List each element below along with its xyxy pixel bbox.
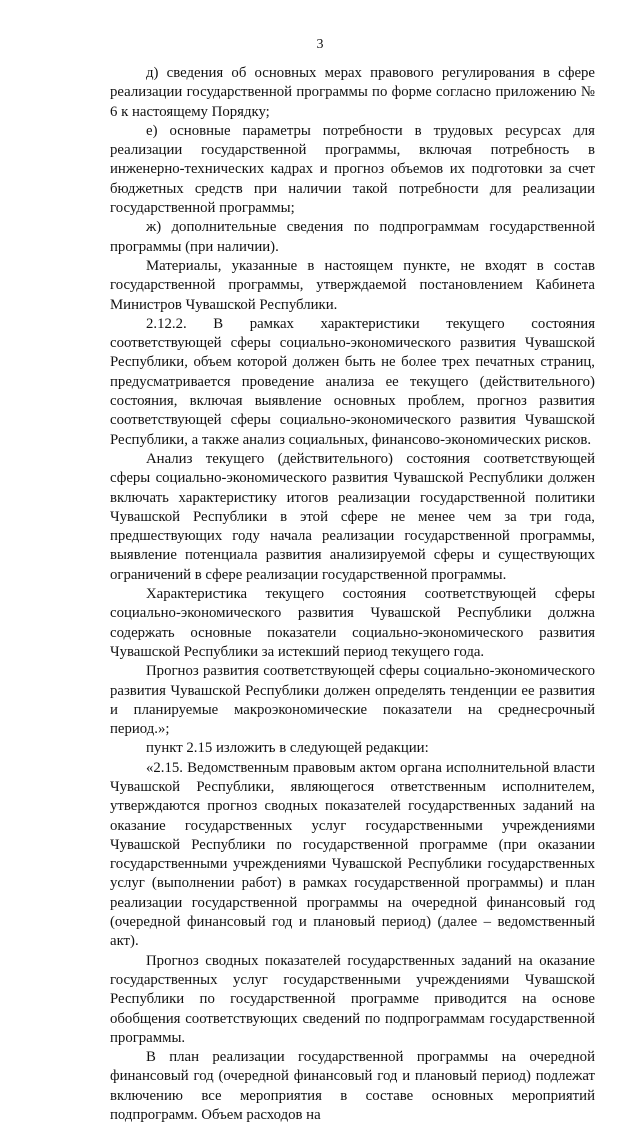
paragraph-implementation-plan: В план реализации государственной программы на очередной финансовый год (очередной финансовый год и плановый период) подлежат включению все мероприятия в составе основных мероприятий подпрограмм. Объем расходов на — [110, 1049, 595, 1124]
paragraph-analysis: Анализ текущего (действительного) состояния соответствующей сферы социально-экономического развития Чувашской Республики должен включать характеристику итогов реализации государственной политики Чувашской Республики в этой сфере не менее чем за три года, предшествующих году начала реализации государственной программы, выявление потенциала развития анализируемой сферы и существующих ограничений в сфере реализации государственной программы. — [110, 450, 595, 583]
paragraph-forecast: Прогноз развития соответствующей сферы социально-экономического развития Чувашской Республики должен определять тенденции ее развития и планируемые макроэкономические показатели на среднесрочный период.»; — [110, 663, 595, 738]
paragraph-e-labor-resources: е) основные параметры потребности в трудовых ресурсах для реализации государственной программы, включая потребность в инженерно-технических кадрах и прогноз объемов их подготовки за счет бюджетных средств при наличии такой потребности для реализации государственной программы; — [110, 122, 595, 217]
page-number: 3 — [316, 37, 324, 52]
paragraph-zh-subprograms: ж) дополнительные сведения по подпрограммам государственной программы (при наличии). — [110, 219, 595, 255]
paragraph-summary-indicators: Прогноз сводных показателей государственных заданий на оказание государственных услуг государственными учреждениями Чувашской Республики по государственной программе приводится на основе обобщения соответствующих сведений по подпрограммам государственной программы. — [110, 952, 595, 1046]
paragraph-d-legal-regulation: д) сведения об основных мерах правового регулирования в сфере реализации государственной программы по форме согласно приложению № 6 к настоящему Порядку; — [110, 65, 595, 120]
document-body — [110, 64, 595, 1125]
paragraph-point-2-15-intro: пункт 2.15 изложить в следующей редакции: — [146, 740, 429, 757]
paragraph-materials-note: Материалы, указанные в настоящем пункте, не входят в состав государственной программы, утверждаемой постановлением Кабинета Министров Чувашской Республики. — [110, 257, 595, 313]
paragraph-characteristic: Характеристика текущего состояния соответствующей сферы социально-экономического развития Чувашской Республики должна содержать основные показатели социально-экономического развития Чувашской Республики за истекший период текущего года. — [110, 586, 595, 660]
paragraph-2-12-2: 2.12.2. В рамках характеристики текущего состояния соответствующей сферы социально-экономического развития Чувашской Республики, объем которой должен быть не более трех печатных страниц, предусматривается проведение анализа ее текущего (действительного) состояния, включая выявление основных проблем, прогноз развития соответствующей сферы социально-экономического развития Чувашской Республики, а также анализ социальных, финансово-экономических рисков. — [110, 315, 595, 448]
paragraph-2-15: «2.15. Ведомственным правовым актом органа исполнительной власти Чувашской Республики, являющегося ответственным исполнителем, утверждаются прогноз сводных показателей государственных заданий на оказание государственных услуг государственными учреждениями Чувашской Республики по государственной программе (при оказании государственными учреждениями Чувашской Республики государственных услуг (выполнении работ) в рамках государственной программы) и план реализации государственной программы на очередной финансовый год (очередной финансовый год и плановый период) (далее – ведомственный акт). — [110, 759, 595, 950]
